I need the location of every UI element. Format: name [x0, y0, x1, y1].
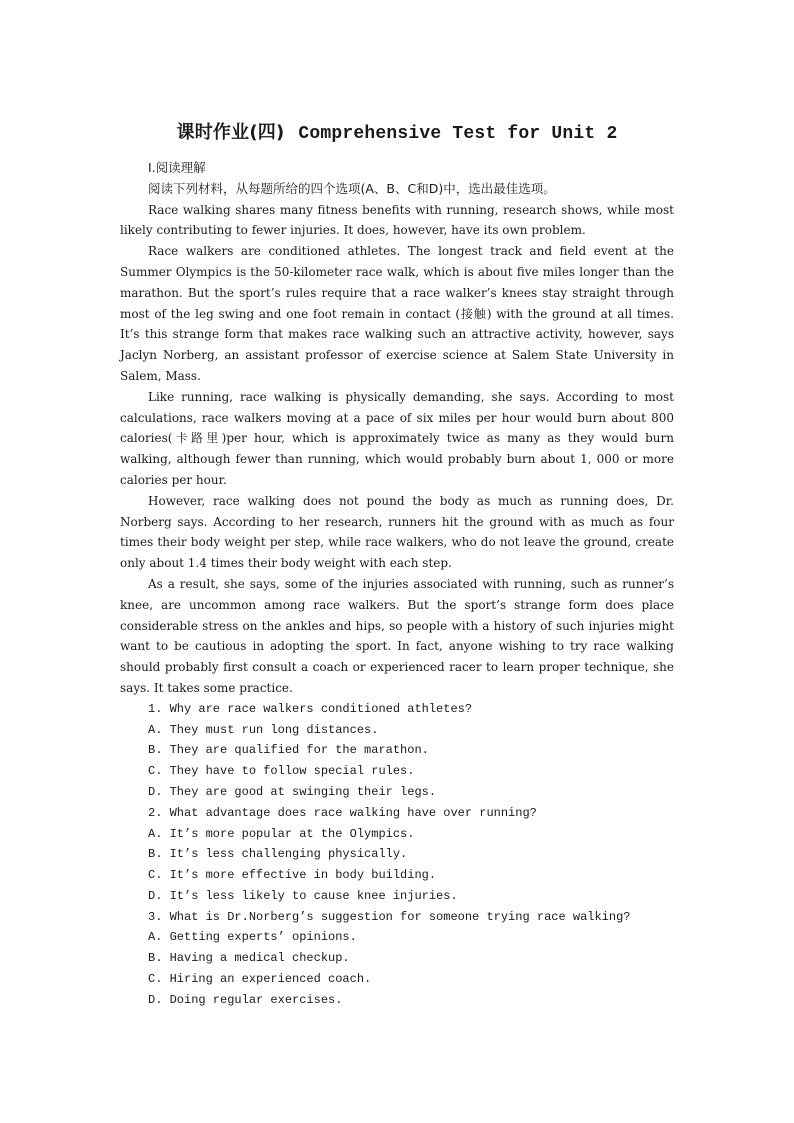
answer-option: C. It’s more effective in body building. [148, 868, 437, 883]
answer-option: A. They must run long distances. [148, 722, 379, 737]
answer-option: B. Having a medical checkup. [148, 951, 350, 966]
answer-option: B. They are qualified for the marathon. [148, 743, 429, 758]
answer-option: D. They are good at swinging their legs. [148, 784, 437, 799]
reading-passage [120, 200, 674, 699]
passage-paragraph: Like running, race walking is physically demanding, she says. According to most calculations, race walkers moving at a pace of six miles per hour would burn about 800 calories(卡路里)per hour, which is approximately twice as many as they would burn walking, although fewer than running, which would probably burn about 1, 000 or more calories per hour. [120, 389, 674, 487]
answer-option: A. It’s more popular at the Olympics. [148, 826, 415, 841]
question-1 [120, 699, 674, 803]
section-heading: Ⅰ.阅读理解 [148, 160, 206, 175]
title-chinese: 课时作业(四) [176, 122, 285, 143]
passage-paragraph: Race walkers are conditioned athletes. The longest track and field event at the Summer Olympics is the 50-kilometer race walk, which is about five miles longer than the marathon. But the sport’s rules require that a race walker’s knees stay straight through most of the leg swing and one foot remain in contact (接触) with the ground at all times. It’s this strange form that makes race walking such an attractive activity, however, says Jaclyn Norberg, an assistant professor of exercise science at Salem State University in Salem, Mass. [120, 244, 674, 383]
question-stem: 3. What is Dr.Norberg’s suggestion for someone trying race walking? [148, 909, 631, 924]
instruction: 阅读下列材料，从每题所给的四个选项(A、B、C和D)中，选出最佳选项。 [148, 180, 556, 196]
title-english: Comprehensive Test for Unit 2 [298, 124, 618, 144]
passage-paragraph: Race walking shares many fitness benefits with running, research shows, while most likely contributing to fewer injuries. It does, however, have its own problem. [120, 202, 674, 238]
worksheet-body [120, 158, 674, 1011]
question-stem: 1. Why are race walkers conditioned athletes? [148, 701, 473, 716]
question-stem: 2. What advantage does race walking have over running? [148, 805, 537, 820]
answer-option: C. They have to follow special rules. [148, 764, 415, 779]
answer-option: D. It’s less likely to cause knee injuries. [148, 888, 458, 903]
passage-paragraph: However, race walking does not pound the body as much as running does, Dr. Norberg says. According to her research, runners hit the ground with as much as four times their body weight per step, while race walkers, who do not leave the ground, create only about 1.4 times their body weight with each step. [120, 493, 674, 571]
answer-option: B. It’s less challenging physically. [148, 847, 408, 862]
answer-option: C. Hiring an experienced coach. [148, 972, 372, 987]
question-2 [120, 803, 674, 907]
page-title [0, 120, 794, 147]
passage-paragraph: As a result, she says, some of the injuries associated with running, such as runner’s knee, are uncommon among race walkers. But the sport’s strange form does place considerable stress on the ankles and hips, so people with a history of such injuries might want to be cautious in adopting the sport. In fact, anyone wishing to try race walking should probably first consult a coach or experienced racer to learn proper technique, she says. It takes some practice. [120, 576, 674, 695]
answer-option: D. Doing regular exercises. [148, 992, 343, 1007]
answer-option: A. Getting experts’ opinions. [148, 930, 357, 945]
question-3 [120, 907, 674, 1011]
